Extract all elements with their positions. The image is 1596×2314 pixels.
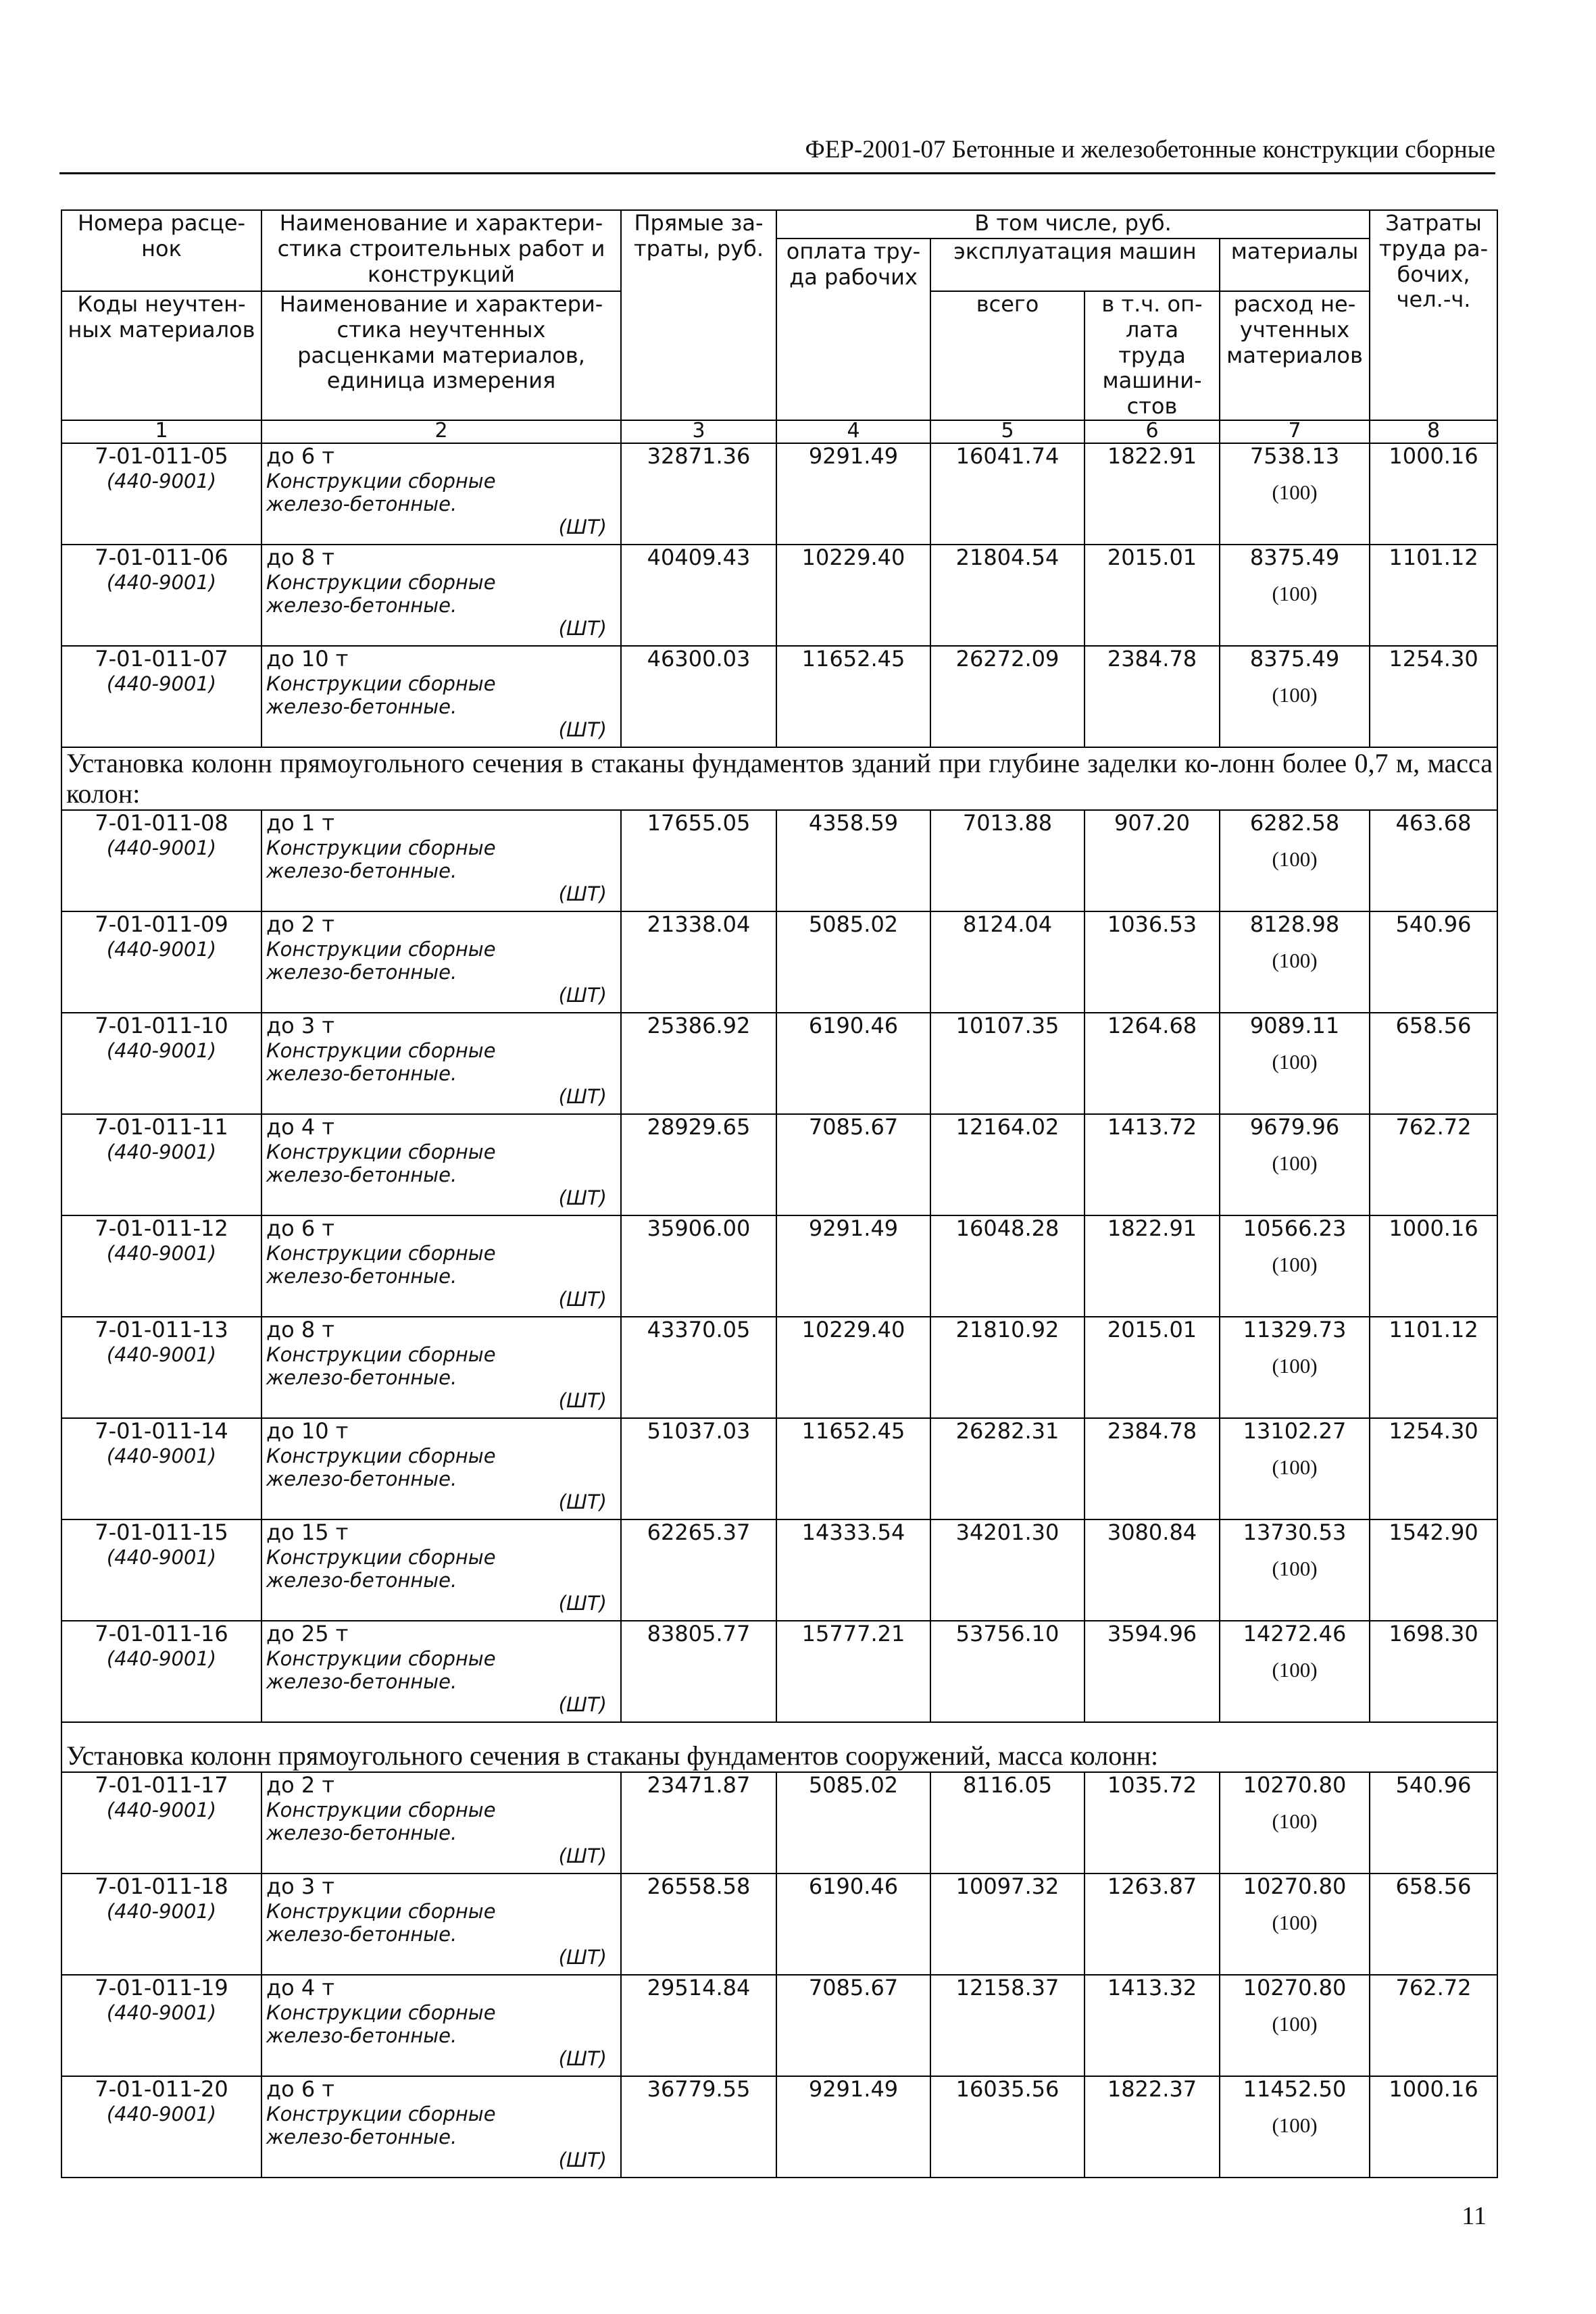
column-number: 1: [61, 420, 261, 443]
description-cell: [261, 545, 621, 646]
unit-label: (ШТ): [558, 1288, 607, 1311]
description-cell: [261, 1418, 621, 1519]
mass-caption: до 6 т: [266, 443, 335, 469]
machines-total-header: всего: [930, 291, 1084, 420]
materials-cost: 8128.98: [1249, 911, 1340, 937]
mass-caption: до 3 т: [266, 1873, 335, 1899]
material-name: Конструкции сборные железо-бетонные.: [266, 1899, 496, 1946]
materials-cell: [1220, 1772, 1370, 1873]
material-count: (100): [1272, 1455, 1318, 1479]
mass-caption: до 15 т: [266, 1519, 349, 1545]
direct-costs: 17655.05: [621, 810, 776, 911]
rate-code-cell: [61, 1519, 261, 1621]
rate-code: 7-01-011-10: [95, 1012, 228, 1038]
labor-hours: 1000.16: [1370, 1215, 1497, 1317]
col2-bottom-header: Наименование и характери-стика неучтенных расценками материалов, единица измерения: [261, 291, 621, 420]
materials-cost: 9679.96: [1249, 1113, 1340, 1140]
worker-pay: 10229.40: [776, 545, 930, 646]
direct-costs: 25386.92: [621, 1013, 776, 1114]
rate-code-cell: [61, 810, 261, 911]
material-name: Конструкции сборные железо-бетонные.: [266, 1140, 496, 1186]
column-number: 2: [261, 420, 621, 443]
in-that-number-header: В том числе, руб.: [776, 210, 1370, 238]
materials-cost: 6282.58: [1249, 809, 1340, 836]
worker-pay: 9291.49: [776, 2076, 930, 2178]
material-count: (100): [1272, 1252, 1318, 1276]
material-name: Конструкции сборные железо-бетонные.: [266, 672, 496, 718]
materials-cost: 13730.53: [1243, 1519, 1347, 1545]
materials-cost: 10566.23: [1243, 1215, 1347, 1241]
labor-hours: 540.96: [1370, 911, 1497, 1013]
material-count: (100): [1272, 581, 1318, 605]
direct-costs: 40409.43: [621, 545, 776, 646]
machinist-pay: 2015.01: [1084, 1317, 1220, 1418]
material-name: Конструкции сборные железо-бетонные.: [266, 2102, 496, 2148]
description-cell: [261, 2076, 621, 2178]
material-code: (440-9001): [106, 836, 217, 859]
worker-pay: 6190.46: [776, 1873, 930, 1975]
table-row: [61, 911, 1497, 1013]
machines-total: 21810.92: [930, 1317, 1084, 1418]
materials-cost: 8375.49: [1249, 645, 1340, 672]
unit-label: (ШТ): [558, 1186, 607, 1210]
rate-code: 7-01-011-16: [95, 1620, 228, 1646]
description-cell: [261, 1114, 621, 1215]
section-heading-row: [61, 747, 1497, 810]
unit-label: (ШТ): [558, 2148, 607, 2172]
table-row: [61, 1418, 1497, 1519]
direct-costs: 43370.05: [621, 1317, 776, 1418]
machinist-pay: 1822.91: [1084, 443, 1220, 545]
rate-code: 7-01-011-19: [95, 1974, 228, 2001]
materials-cost: 7538.13: [1249, 443, 1340, 469]
mass-caption: до 25 т: [266, 1620, 349, 1646]
materials-cost: 11329.73: [1243, 1316, 1347, 1342]
machinist-pay: 3594.96: [1084, 1621, 1220, 1722]
worker-pay: 7085.67: [776, 1114, 930, 1215]
labor-hours: 1542.90: [1370, 1519, 1497, 1621]
machinist-pay: 3080.84: [1084, 1519, 1220, 1621]
material-code: (440-9001): [106, 1241, 217, 1265]
table-row: [61, 545, 1497, 646]
unit-label: (ШТ): [558, 1693, 607, 1717]
machines-total: 26272.09: [930, 646, 1084, 747]
materials-cost: 14272.46: [1243, 1620, 1347, 1646]
materials-cell: [1220, 1317, 1370, 1418]
materials-cost: 13102.27: [1243, 1417, 1347, 1444]
direct-costs: 83805.77: [621, 1621, 776, 1722]
column-number: 3: [621, 420, 776, 443]
page-number: 11: [1462, 2202, 1487, 2230]
unit-label: (ШТ): [558, 984, 607, 1007]
unit-label: (ШТ): [558, 1592, 607, 1615]
material-code: (440-9001): [106, 1899, 217, 1923]
rate-code-cell: [61, 2076, 261, 2178]
table-row: [61, 1621, 1497, 1722]
direct-costs: 26558.58: [621, 1873, 776, 1975]
rate-code-cell: [61, 1215, 261, 1317]
material-count: (100): [1272, 1657, 1318, 1682]
material-count: (100): [1272, 2011, 1318, 2036]
worker-pay: 5085.02: [776, 1772, 930, 1873]
materials-cell: [1220, 1114, 1370, 1215]
unit-label: (ШТ): [558, 1946, 607, 1969]
col1-bottom-header: Коды неучтен-ных материалов: [61, 291, 261, 420]
material-name: Конструкции сборные железо-бетонные.: [266, 469, 496, 515]
materials-cell: [1220, 810, 1370, 911]
material-code: (440-9001): [106, 2102, 217, 2126]
table-row: [61, 1013, 1497, 1114]
machinist-pay: 2384.78: [1084, 646, 1220, 747]
labor-hours: 540.96: [1370, 1772, 1497, 1873]
table-row: [61, 1873, 1497, 1975]
mass-caption: до 10 т: [266, 1417, 349, 1444]
labor-hours-header: Затраты труда ра-бочих, чел.-ч.: [1370, 210, 1497, 420]
machinist-pay: 1036.53: [1084, 911, 1220, 1013]
unaccounted-materials-header: расход не-учтенных материалов: [1220, 291, 1370, 420]
material-count: (100): [1272, 682, 1318, 707]
mass-caption: до 4 т: [266, 1974, 335, 2001]
direct-costs: 29514.84: [621, 1975, 776, 2076]
materials-cost: 9089.11: [1249, 1012, 1340, 1038]
worker-pay: 15777.21: [776, 1621, 930, 1722]
material-code: (440-9001): [106, 2001, 217, 2024]
materials-cell: [1220, 545, 1370, 646]
rate-code-cell: [61, 443, 261, 545]
unit-label: (ШТ): [558, 616, 607, 640]
machines-total: 8124.04: [930, 911, 1084, 1013]
rate-code-cell: [61, 911, 261, 1013]
rate-code: 7-01-011-17: [95, 1771, 228, 1798]
direct-costs: 46300.03: [621, 646, 776, 747]
labor-hours: 762.72: [1370, 1114, 1497, 1215]
worker-pay: 7085.67: [776, 1975, 930, 2076]
machinist-pay: 1413.72: [1084, 1114, 1220, 1215]
description-cell: [261, 443, 621, 545]
column-number: 7: [1220, 420, 1370, 443]
rate-code: 7-01-011-11: [95, 1113, 228, 1140]
table-row: [61, 810, 1497, 911]
unit-label: (ШТ): [558, 1490, 607, 1514]
material-count: (100): [1272, 1353, 1318, 1378]
mass-caption: до 2 т: [266, 911, 335, 937]
description-cell: [261, 1013, 621, 1114]
materials-cost: 8375.49: [1249, 544, 1340, 570]
unit-label: (ШТ): [558, 718, 607, 741]
table-row: [61, 1215, 1497, 1317]
machines-header: эксплуатация машин: [930, 238, 1220, 291]
labor-hours: 1698.30: [1370, 1621, 1497, 1722]
table-row: [61, 1114, 1497, 1215]
labor-hours: 658.56: [1370, 1013, 1497, 1114]
table-row: [61, 646, 1497, 747]
worker-pay: 9291.49: [776, 1215, 930, 1317]
labor-hours: 463.68: [1370, 810, 1497, 911]
worker-pay: 10229.40: [776, 1317, 930, 1418]
material-name: Конструкции сборные железо-бетонные.: [266, 2001, 496, 2047]
col2-top-header: Наименование и характери-стика строительных работ и конструкций: [261, 210, 621, 291]
material-name: Конструкции сборные железо-бетонные.: [266, 570, 496, 617]
machinist-pay-header: в т.ч. оп-лата труда машини-стов: [1084, 291, 1220, 420]
direct-costs: 32871.36: [621, 443, 776, 545]
worker-pay: 4358.59: [776, 810, 930, 911]
rate-code-cell: [61, 646, 261, 747]
material-name: Конструкции сборные железо-бетонные.: [266, 1545, 496, 1592]
rate-code-cell: [61, 1975, 261, 2076]
labor-hours: 762.72: [1370, 1975, 1497, 2076]
material-name: Конструкции сборные железо-бетонные.: [266, 1646, 496, 1693]
mass-caption: до 1 т: [266, 809, 335, 836]
machinist-pay: 1822.37: [1084, 2076, 1220, 2178]
material-code: (440-9001): [106, 937, 217, 961]
rate-code: 7-01-011-14: [95, 1417, 228, 1444]
machinist-pay: 1822.91: [1084, 1215, 1220, 1317]
section-heading: Установка колонн прямоугольного сечения в стаканы фундаментов зданий при глубине заделки ко-лонн более 0,7 м, масса колон:: [61, 747, 1497, 810]
material-count: (100): [1272, 1151, 1318, 1175]
materials-cell: [1220, 646, 1370, 747]
section-heading: Установка колонн прямоугольного сечения в стаканы фундаментов сооружений, масса колонн:: [61, 1722, 1497, 1772]
description-cell: [261, 1975, 621, 2076]
table-row: [61, 1772, 1497, 1873]
material-count: (100): [1272, 1910, 1318, 1934]
rate-code: 7-01-011-08: [95, 809, 228, 836]
column-numbers-row: [61, 420, 1497, 443]
machinist-pay: 2015.01: [1084, 545, 1220, 646]
materials-cell: [1220, 1418, 1370, 1519]
machinist-pay: 1263.87: [1084, 1873, 1220, 1975]
direct-costs: 51037.03: [621, 1418, 776, 1519]
column-number: 4: [776, 420, 930, 443]
description-cell: [261, 1873, 621, 1975]
rate-code: 7-01-011-13: [95, 1316, 228, 1342]
rate-code: 7-01-011-15: [95, 1519, 228, 1545]
mass-caption: до 4 т: [266, 1113, 335, 1140]
table-row: [61, 1317, 1497, 1418]
section-heading-row: [61, 1722, 1497, 1772]
materials-cost: 11452.50: [1243, 2076, 1347, 2102]
machines-total: 12164.02: [930, 1114, 1084, 1215]
description-cell: [261, 1621, 621, 1722]
column-number: 8: [1370, 420, 1497, 443]
material-name: Конструкции сборные железо-бетонные.: [266, 1038, 496, 1085]
column-number: 6: [1084, 420, 1220, 443]
mass-caption: до 2 т: [266, 1771, 335, 1798]
rate-code-cell: [61, 1013, 261, 1114]
machines-total: 16041.74: [930, 443, 1084, 545]
rate-code-cell: [61, 1114, 261, 1215]
description-cell: [261, 1215, 621, 1317]
worker-pay: 6190.46: [776, 1013, 930, 1114]
mass-caption: до 3 т: [266, 1012, 335, 1038]
material-code: (440-9001): [106, 1038, 217, 1062]
machines-total: 53756.10: [930, 1621, 1084, 1722]
labor-hours: 1254.30: [1370, 1418, 1497, 1519]
column-number: 5: [930, 420, 1084, 443]
description-cell: [261, 1317, 621, 1418]
direct-costs: 36779.55: [621, 2076, 776, 2178]
material-count: (100): [1272, 480, 1318, 504]
direct-costs: 35906.00: [621, 1215, 776, 1317]
material-code: (440-9001): [106, 1545, 217, 1569]
material-count: (100): [1272, 1809, 1318, 1833]
description-cell: [261, 646, 621, 747]
material-code: (440-9001): [106, 672, 217, 695]
unit-label: (ШТ): [558, 515, 607, 538]
materials-header: материалы: [1220, 238, 1370, 291]
rates-table: [61, 209, 1498, 2178]
worker-pay: 14333.54: [776, 1519, 930, 1621]
machinist-pay: 1264.68: [1084, 1013, 1220, 1114]
material-count: (100): [1272, 847, 1318, 871]
material-name: Конструкции сборные железо-бетонные.: [266, 937, 496, 984]
materials-cell: [1220, 1873, 1370, 1975]
description-cell: [261, 911, 621, 1013]
direct-costs: 23471.87: [621, 1772, 776, 1873]
rate-code-cell: [61, 1772, 261, 1873]
direct-costs: 62265.37: [621, 1519, 776, 1621]
materials-cost: 10270.80: [1243, 1974, 1347, 2001]
machines-total: 12158.37: [930, 1975, 1084, 2076]
material-code: (440-9001): [106, 1646, 217, 1670]
material-name: Конструкции сборные железо-бетонные.: [266, 1444, 496, 1490]
materials-cell: [1220, 1621, 1370, 1722]
material-name: Конструкции сборные железо-бетонные.: [266, 1241, 496, 1288]
machinist-pay: 907.20: [1084, 810, 1220, 911]
rate-code: 7-01-011-18: [95, 1873, 228, 1899]
rate-code: 7-01-011-05: [95, 443, 228, 469]
rate-code: 7-01-011-07: [95, 645, 228, 672]
mass-caption: до 10 т: [266, 645, 349, 672]
materials-cell: [1220, 1215, 1370, 1317]
machines-total: 10097.32: [930, 1873, 1084, 1975]
mass-caption: до 6 т: [266, 2076, 335, 2102]
material-name: Конструкции сборные железо-бетонные.: [266, 836, 496, 882]
unit-label: (ШТ): [558, 882, 607, 906]
machines-total: 26282.31: [930, 1418, 1084, 1519]
labor-hours: 1000.16: [1370, 2076, 1497, 2178]
labor-hours: 1254.30: [1370, 646, 1497, 747]
materials-cell: [1220, 1013, 1370, 1114]
unit-label: (ШТ): [558, 1389, 607, 1413]
machines-total: 16035.56: [930, 2076, 1084, 2178]
unit-label: (ШТ): [558, 1085, 607, 1109]
materials-cost: 10270.80: [1243, 1771, 1347, 1798]
rate-code: 7-01-011-06: [95, 544, 228, 570]
machines-total: 21804.54: [930, 545, 1084, 646]
page-header: ФЕР-2001-07 Бетонные и железобетонные конструкции сборные: [59, 135, 1495, 174]
materials-cell: [1220, 2076, 1370, 2178]
description-cell: [261, 1519, 621, 1621]
materials-cost: 10270.80: [1243, 1873, 1347, 1899]
description-cell: [261, 810, 621, 911]
labor-hours: 1000.16: [1370, 443, 1497, 545]
material-count: (100): [1272, 1556, 1318, 1580]
labor-hours: 658.56: [1370, 1873, 1497, 1975]
mass-caption: до 8 т: [266, 1316, 335, 1342]
labor-hours: 1101.12: [1370, 1317, 1497, 1418]
table-row: [61, 1519, 1497, 1621]
worker-pay: 11652.45: [776, 646, 930, 747]
col1-top-header: Номера расце-нок: [61, 210, 261, 291]
table-head: [61, 210, 1497, 443]
rate-code-cell: [61, 1317, 261, 1418]
machines-total: 7013.88: [930, 810, 1084, 911]
machinist-pay: 1413.32: [1084, 1975, 1220, 2076]
unit-label: (ШТ): [558, 2047, 607, 2071]
direct-costs: 21338.04: [621, 911, 776, 1013]
material-count: (100): [1272, 948, 1318, 972]
materials-cell: [1220, 1975, 1370, 2076]
material-code: (440-9001): [106, 1444, 217, 1467]
unit-label: (ШТ): [558, 1844, 607, 1868]
rate-code: 7-01-011-12: [95, 1215, 228, 1241]
materials-cell: [1220, 443, 1370, 545]
machines-total: 34201.30: [930, 1519, 1084, 1621]
material-code: (440-9001): [106, 1140, 217, 1163]
materials-cell: [1220, 911, 1370, 1013]
material-code: (440-9001): [106, 570, 217, 594]
table-body: [61, 443, 1497, 2178]
material-name: Конструкции сборные железо-бетонные.: [266, 1798, 496, 1844]
worker-pay: 11652.45: [776, 1418, 930, 1519]
material-count: (100): [1272, 1049, 1318, 1074]
machines-total: 8116.05: [930, 1772, 1084, 1873]
direct-costs: 28929.65: [621, 1114, 776, 1215]
material-count: (100): [1272, 2113, 1318, 2137]
machines-total: 10107.35: [930, 1013, 1084, 1114]
material-code: (440-9001): [106, 1798, 217, 1821]
table-row: [61, 2076, 1497, 2178]
table-row: [61, 443, 1497, 545]
machinist-pay: 2384.78: [1084, 1418, 1220, 1519]
material-code: (440-9001): [106, 1342, 217, 1366]
material-name: Конструкции сборные железо-бетонные.: [266, 1342, 496, 1389]
worker-pay: 9291.49: [776, 443, 930, 545]
material-code: (440-9001): [106, 469, 217, 493]
machinist-pay: 1035.72: [1084, 1772, 1220, 1873]
direct-costs-header: Прямые за-траты, руб.: [621, 210, 776, 420]
mass-caption: до 8 т: [266, 544, 335, 570]
rate-code-cell: [61, 545, 261, 646]
rate-code: 7-01-011-20: [95, 2076, 228, 2102]
machines-total: 16048.28: [930, 1215, 1084, 1317]
rate-code-cell: [61, 1873, 261, 1975]
mass-caption: до 6 т: [266, 1215, 335, 1241]
worker-pay: 5085.02: [776, 911, 930, 1013]
table-row: [61, 1975, 1497, 2076]
worker-pay-header: оплата тру-да рабочих: [776, 238, 930, 420]
rate-code-cell: [61, 1418, 261, 1519]
materials-cell: [1220, 1519, 1370, 1621]
labor-hours: 1101.12: [1370, 545, 1497, 646]
description-cell: [261, 1772, 621, 1873]
rate-code: 7-01-011-09: [95, 911, 228, 937]
rate-code-cell: [61, 1621, 261, 1722]
